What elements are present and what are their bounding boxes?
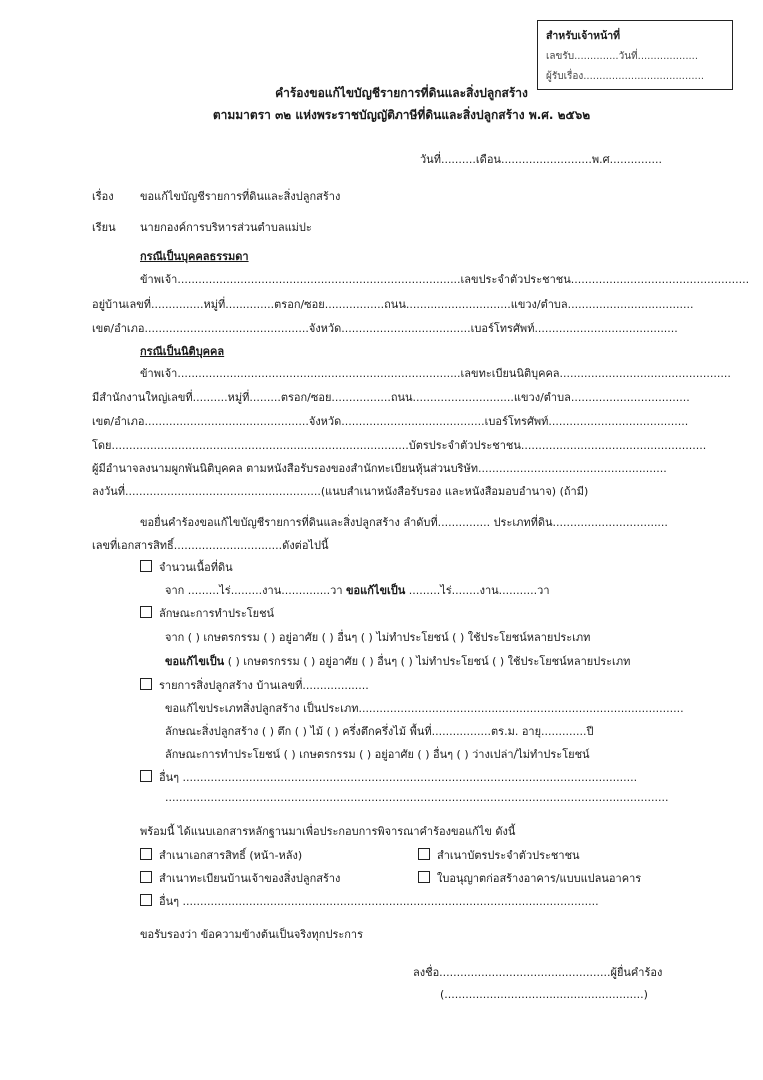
- subject-text: ขอแก้ไขบัญชีรายการที่ดินและสิ่งปลูกสร้าง: [140, 190, 341, 203]
- document-subtitle: ตามมาตรา ๓๒ แห่งพระราชบัญญัติภาษีที่ดินและสิ่งปลูกสร้าง พ.ศ. ๒๕๖๒: [212, 108, 591, 122]
- building-checkbox[interactable]: [140, 678, 152, 690]
- attachment-house-registration-checkbox[interactable]: [140, 871, 152, 883]
- document-title: คำร้องขอแก้ไขบัญชีรายการที่ดินและสิ่งปลูกสร้าง: [275, 86, 528, 100]
- natural-person-heading: กรณีเป็นบุคคลธรรมดา: [140, 250, 249, 263]
- attachment-title-deed-label: สำเนาเอกสารสิทธิ์ (หน้า-หลัง): [159, 849, 303, 862]
- other-line2[interactable]: ................................................................................................................................................: [165, 791, 669, 804]
- usage-label: ลักษณะการทำประโยชน์: [159, 607, 275, 620]
- receiver-field[interactable]: ผู้รับเรื่อง......................................: [546, 71, 705, 82]
- building-line2[interactable]: ลักษณะสิ่งปลูกสร้าง ( ) ตึก ( ) ไม้ ( ) ครึ่งตึกครึ่งไม้ พื้นที่.................ตร.ม. อายุ.............ปี: [165, 725, 594, 738]
- area-change-label: ขอแก้ไขเป็น: [346, 584, 406, 597]
- request-line1[interactable]: ขอยื่นคำร้องขอแก้ไขบัญชีรายการที่ดินและสิ่งปลูกสร้าง ลำดับที่............... ประเภทที่ดิน.................................: [140, 516, 668, 529]
- other-item: [140, 768, 637, 786]
- certification-text: ขอรับรองว่า ข้อความข้างต้นเป็นจริงทุกประการ: [140, 928, 364, 941]
- natural-person-line2[interactable]: อยู่บ้านเลขที่...............หมู่ที่..............ตรอก/ซอย.................ถนน..............................แขวง/ตำบล....................................: [92, 298, 694, 311]
- area-checkbox[interactable]: [140, 560, 152, 572]
- subject-label: เรื่อง: [92, 190, 114, 203]
- office-use-box: [537, 20, 733, 90]
- date-line[interactable]: วันที่..........เดือน..........................พ.ศ...............: [420, 153, 663, 166]
- attachment-building-permit-checkbox[interactable]: [418, 871, 430, 883]
- signature-line[interactable]: ลงชื่อ.................................................ผู้ยื่นคำร้อง: [413, 966, 663, 979]
- juristic-person-line5[interactable]: ผู้มีอำนาจลงนามผูกพันนิติบุคคล ตามหนังสือรับรองของสำนักทะเบียนหุ้นส่วนบริษัท......................................................: [92, 462, 667, 475]
- usage-change-label: ขอแก้ไขเป็น: [165, 655, 225, 668]
- attachment-id-card-checkbox[interactable]: [418, 848, 430, 860]
- signature-name[interactable]: (.........................................................): [440, 988, 648, 1001]
- office-use-title: สำหรับเจ้าหน้าที่: [546, 30, 621, 42]
- area-values: [165, 581, 550, 599]
- building-line1[interactable]: ขอแก้ไขประเภทสิ่งปลูกสร้าง เป็นประเภท.............................................................................................: [165, 702, 684, 715]
- attachment-title-deed: [140, 846, 302, 864]
- juristic-person-line1[interactable]: ข้าพเจ้า.................................................................................เลขทะเบียนนิติบุคคล.................................................: [140, 367, 731, 380]
- usage-from[interactable]: จาก ( ) เกษตรกรรม ( ) อยู่อาศัย ( ) อื่นๆ ( ) ไม่ทำประโยชน์ ( ) ใช้ประโยชน์หลายประเภท: [165, 631, 591, 644]
- natural-person-line3[interactable]: เขต/อำเภอ...............................................จังหวัด.....................................เบอร์โทรศัพท์.........................................: [92, 322, 678, 335]
- attachment-id-card-label: สำเนาบัตรประจำตัวประชาชน: [437, 849, 580, 862]
- attachment-other-checkbox[interactable]: [140, 894, 152, 906]
- juristic-person-line2[interactable]: มีสำนักงานใหญ่เลขที่..........หมู่ที่.........ตรอก/ซอย.................ถนน.............................แขวง/ตำบล..................................: [92, 391, 690, 404]
- juristic-person-heading: กรณีเป็นนิติบุคคล: [140, 345, 225, 358]
- attachment-house-registration-label: สำเนาทะเบียนบ้านเจ้าของสิ่งปลูกสร้าง: [159, 872, 341, 885]
- other-checkbox[interactable]: [140, 770, 152, 782]
- usage-item: [140, 604, 274, 622]
- usage-checkbox[interactable]: [140, 606, 152, 618]
- receipt-number-field[interactable]: เลขรับ..............วันที่...................: [546, 51, 699, 62]
- building-label[interactable]: รายการสิ่งปลูกสร้าง บ้านเลขที่...................: [159, 679, 369, 692]
- attachment-other-label[interactable]: อื่นๆ .......................................................................................................................: [159, 895, 599, 908]
- attachment-other: [140, 892, 599, 910]
- other-label[interactable]: อื่นๆ ..................................................................................................................................: [159, 771, 638, 784]
- recipient-label: เรียน: [92, 221, 116, 234]
- natural-person-line1[interactable]: ข้าพเจ้า.................................................................................เลขประจำตัวประชาชน...................................................: [140, 273, 750, 286]
- area-item: [140, 558, 233, 576]
- building-line3[interactable]: ลักษณะการทำประโยชน์ ( ) เกษตรกรรม ( ) อยู่อาศัย ( ) อื่นๆ ( ) ว่างเปล่า/ไม่ทำประโยชน์: [165, 748, 590, 761]
- area-to[interactable]: .........ไร่........งาน...........วา: [408, 584, 550, 597]
- juristic-person-line6[interactable]: ลงวันที่........................................................(แนบสำเนาหนังสือรับรอง และหนังสือมอบอำนาจ) (ถ้ามี): [92, 485, 589, 498]
- juristic-person-line4[interactable]: โดย.....................................................................................บัตรประจำตัวประชาชน.....................................................: [92, 439, 707, 452]
- attachment-title-deed-checkbox[interactable]: [140, 848, 152, 860]
- building-item: [140, 676, 369, 694]
- attachment-building-permit: [418, 869, 641, 887]
- usage-change: [165, 652, 630, 670]
- attachments-intro: พร้อมนี้ ได้แนบเอกสารหลักฐานมาเพื่อประกอบการพิจารณาคำร้องขอแก้ไข ดังนี้: [140, 825, 516, 838]
- attachment-house-registration: [140, 869, 340, 887]
- request-line2[interactable]: เลขที่เอกสารสิทธิ์...............................ดังต่อไปนี้: [92, 539, 329, 552]
- area-from[interactable]: จาก .........ไร่.........งาน..............วา: [165, 584, 343, 597]
- usage-to[interactable]: ( ) เกษตรกรรม ( ) อยู่อาศัย ( ) อื่นๆ ( ) ไม่ทำประโยชน์ ( ) ใช้ประโยชน์หลายประเภท: [227, 655, 631, 668]
- attachment-id-card: [418, 846, 580, 864]
- area-label: จำนวนเนื้อที่ดิน: [159, 561, 233, 574]
- juristic-person-line3[interactable]: เขต/อำเภอ...............................................จังหวัด.........................................เบอร์โทรศัพท์........................................: [92, 415, 689, 428]
- recipient-text: นายกองค์การบริหารส่วนตำบลแม่ปะ: [140, 221, 312, 234]
- attachment-building-permit-label: ใบอนุญาตก่อสร้างอาคาร/แบบแปลนอาคาร: [437, 872, 642, 885]
